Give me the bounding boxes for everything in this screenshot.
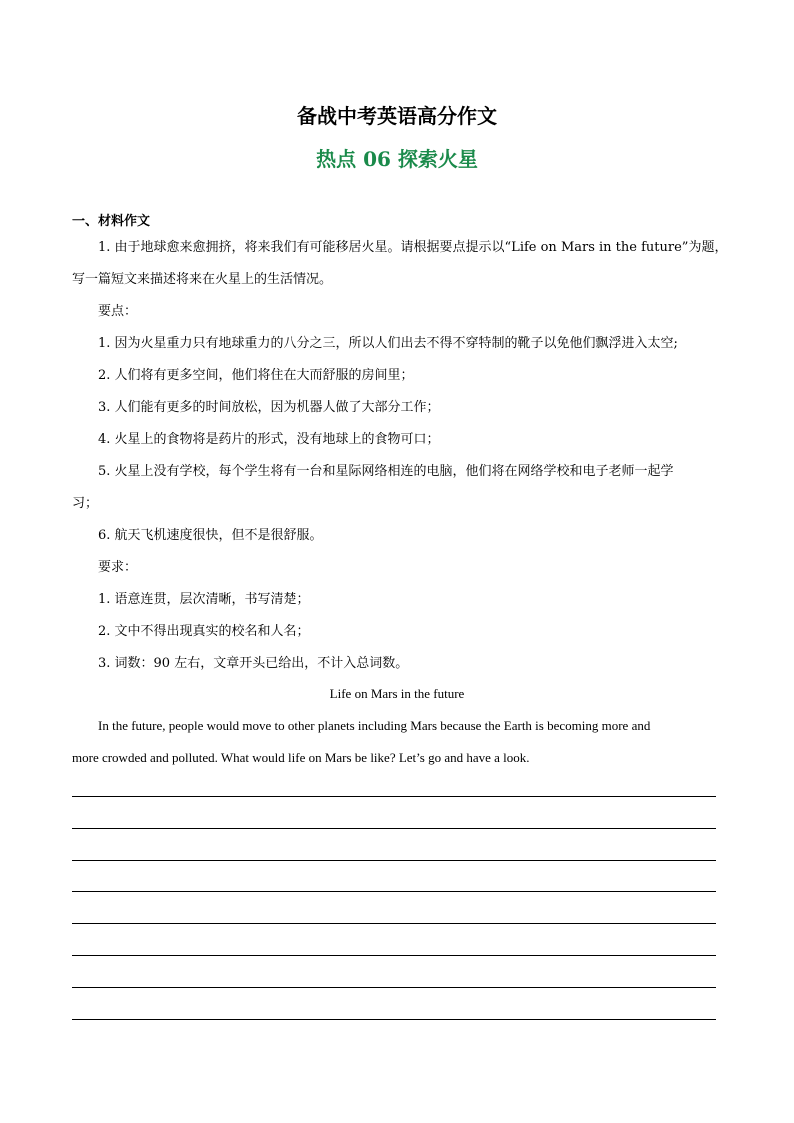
point-item: 6. 航天飞机速度很快，但不是很舒服。 <box>98 528 323 543</box>
requirement-item: 2. 文中不得出现真实的校名和人名； <box>98 624 310 639</box>
writing-line[interactable] <box>72 828 716 829</box>
writing-line[interactable] <box>72 1019 716 1020</box>
essay-title: Life on Mars in the future <box>329 686 465 701</box>
document-subtitle: 热点 06 探索火星 <box>316 147 478 171</box>
prompt-line-2: 写一篇短文来描述将来在火星上的生活情况。 <box>72 272 333 287</box>
point-item: 1. 因为火星重力只有地球重力的八分之三，所以人们出去不得不穿特制的靴子以免他们飘浮进入太空; <box>98 336 678 351</box>
essay-opening-line-1: In the future, people would move to other planets including Mars because the Earth is becoming more and <box>98 718 651 733</box>
requirement-item: 1. 语意连贯，层次清晰，书写清楚； <box>98 592 310 607</box>
section-heading: 一、材料作文 <box>72 214 151 229</box>
writing-line[interactable] <box>72 987 716 988</box>
point-item: 3. 人们能有更多的时间放松，因为机器人做了大部分工作； <box>98 400 440 415</box>
writing-line[interactable] <box>72 923 716 924</box>
writing-line[interactable] <box>72 860 716 861</box>
document-title: 备战中考英语高分作文 <box>297 104 497 128</box>
point-item: 4. 火星上的食物将是药片的形式，没有地球上的食物可口； <box>98 432 440 447</box>
point-item-continuation: 习； <box>72 496 99 511</box>
point-item: 5. 火星上没有学校，每个学生将有一台和星际网络相连的电脑，他们将在网络学校和电子老师一起学 <box>98 464 674 479</box>
requirements-label: 要求： <box>98 560 138 575</box>
prompt-line-1: 1. 由于地球愈来愈拥挤，将来我们有可能移居火星。请根据要点提示以“Life on Mars in the future”为题， <box>98 240 728 255</box>
writing-line[interactable] <box>72 796 716 797</box>
point-item: 2. 人们将有更多空间，他们将住在大而舒服的房间里； <box>98 368 414 383</box>
essay-opening-line-2: more crowded and polluted. What would life on Mars be like? Let’s go and have a look. <box>72 750 530 765</box>
requirement-item: 3. 词数：90 左右，文章开头已给出，不计入总词数。 <box>98 656 409 671</box>
writing-line[interactable] <box>72 891 716 892</box>
writing-line[interactable] <box>72 955 716 956</box>
points-label: 要点： <box>98 304 138 319</box>
